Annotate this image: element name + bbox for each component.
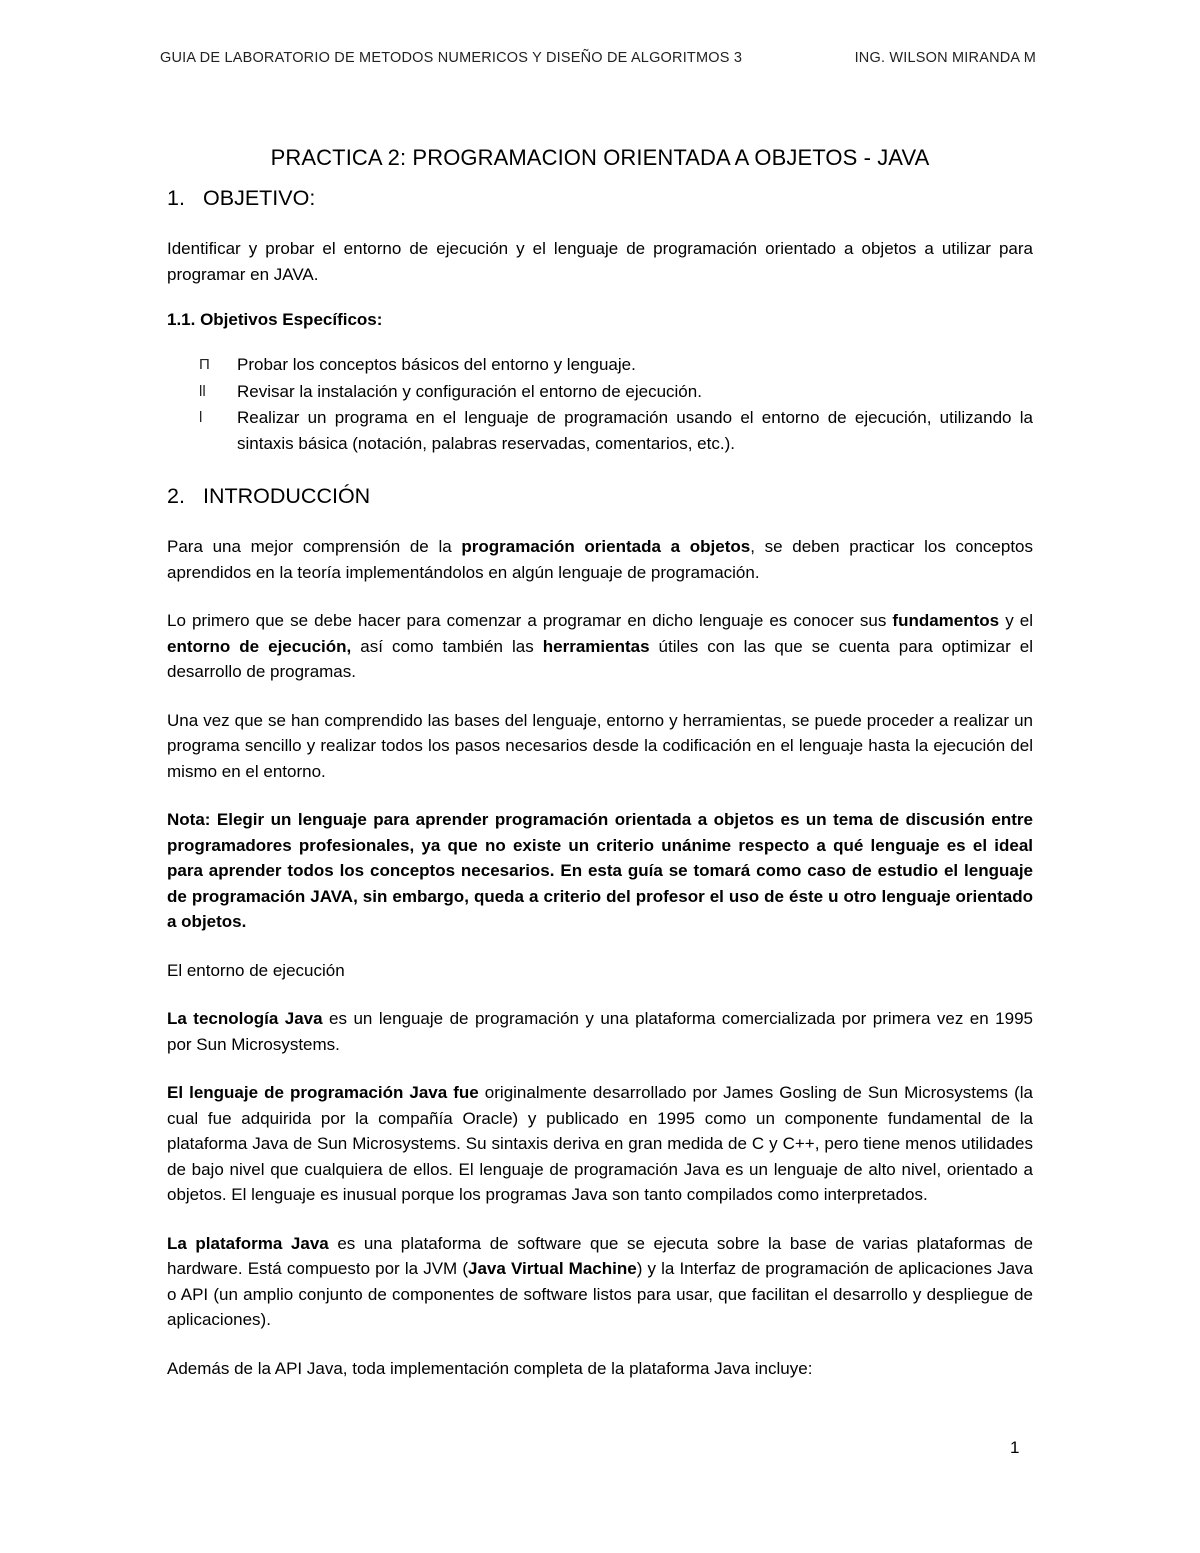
page-number: 1 [1010,1438,1020,1457]
java-platform-paragraph [167,1231,1033,1333]
section-2-heading [167,484,1033,509]
list-item-text: Probar los conceptos básicos del entorno y lenguaje. [237,355,636,374]
objective-paragraph: Identificar y probar el entorno de ejecución y el lenguaje de programación orientado a objetos a utilizar para programar en JAVA. [167,239,1033,284]
text-run: originalmente desarrollado por James Gosling de Sun Microsystems (la cual fue adquirida por la compañía Oracle) y publicado en 1995 como un componente fundamental de la plataforma Java de Sun Microsystems. Su sintaxis deriva en gran medida de C y C++, pero tiene menos utilidades de bajo nivel que cualquiera de ellos. El lenguaje de programación Java es un lenguaje de alto nivel, orientado a objetos. El lenguaje es inusual porque los programas Java son tanto compilados como interpretados. [167,1083,1033,1204]
specific-objectives-list [167,352,1033,456]
section-1-title: OBJETIVO: [203,186,316,210]
java-language-paragraph [167,1080,1033,1208]
intro-paragraph-1 [167,534,1033,585]
api-paragraph: Además de la API Java, toda implementación completa de la plataforma Java incluye: [167,1358,813,1378]
list-item-text: Revisar la instalación y configuración el entorno de ejecución. [237,381,702,401]
bold-term: La plataforma Java [167,1233,329,1253]
section-1-number: 1. [167,186,185,210]
bold-term: entorno de ejecución, [167,636,352,656]
text-run: ) y la Interfaz de programación de aplicaciones Java o API (un amplio conjunto de componentes de software listos para usar, que facilitan el desarrollo y despliegue de aplicaciones). [167,1259,1034,1329]
bullet-icon: Π [199,356,210,373]
text-run: , se deben practicar los conceptos aprendidos en la teoría implementándolos en algún lenguaje de programación. [167,537,1034,582]
page-title: PRACTICA 2: PROGRAMACION ORIENTADA A OBJETOS - JAVA [270,145,930,170]
section-1-heading [167,186,1033,211]
text-run: así como también las [351,636,543,656]
text-run: Para una mejor comprensión de la [167,537,462,556]
java-technology-paragraph [167,1006,1033,1057]
list-item [167,379,1033,405]
text-run: es una plataforma de software que se ejecuta sobre la base de varias plataformas de hardware. Está compuesto por la JVM ( [167,1233,1033,1278]
runtime-environment-label: El entorno de ejecución [167,960,345,980]
section-2-number: 2. [167,484,185,508]
intro-paragraph-3: Una vez que se han comprendido las bases del lenguaje, entorno y herramientas, se puede proceder a realizar un programa sencillo y realizar todos los pasos necesarios desde la codificación en el lenguaje hasta la ejecución del mismo en el entorno. [167,710,1033,781]
bold-term: herramientas [542,636,650,656]
list-item-text: Realizar un programa en el lenguaje de programación usando el entorno de ejecución, utilizando la sintaxis básica (notación, palabras reservadas, comentarios, etc.). [237,408,1033,453]
bold-term: Java Virtual Machine [468,1259,637,1278]
bullet-icon: l [199,409,203,426]
text-run: y el [999,611,1033,630]
text-run: es un lenguaje de programación y una plataforma comercializada por primera vez en 1995 por Sun Microsystems. [167,1009,1033,1054]
text-run: útiles con las que se cuenta para optimizar el desarrollo de programas. [167,636,1034,681]
bold-term: La tecnología Java [167,1009,323,1028]
document-body [167,145,1033,1404]
bold-term: El lenguaje de programación Java fue [167,1083,479,1102]
list-item [167,352,1033,378]
bullet-icon: ll [199,382,206,400]
list-item [167,405,1033,456]
header-course-title: GUIA DE LABORATORIO DE METODOS NUMERICOS Y DISEÑO DE ALGORITMOS 3 [160,50,743,66]
specific-objectives-heading: 1.1. Objetivos Específicos: [167,310,383,329]
intro-paragraph-2 [167,608,1033,685]
header-author: ING. WILSON MIRANDA M [854,50,1036,66]
note-paragraph: Nota: Elegir un lenguaje para aprender programación orientada a objetos es un tema de discusión entre programadores profesionales, ya que no existe un criterio unánime respecto a qué lenguaje es el ideal para aprender todos los conceptos necesarios. En esta guía se tomará como caso de estudio el lenguaje de programación JAVA, sin embargo, queda a criterio del profesor el uso de éste u otro lenguaje orientado a objetos. [167,810,1033,931]
bold-term: fundamentos [892,611,1000,630]
section-2-title: INTRODUCCIÓN [203,484,371,508]
bold-term: programación orientada a objetos [461,537,751,556]
text-run: Lo primero que se debe hacer para comenzar a programar en dicho lenguaje es conocer sus [167,611,893,630]
